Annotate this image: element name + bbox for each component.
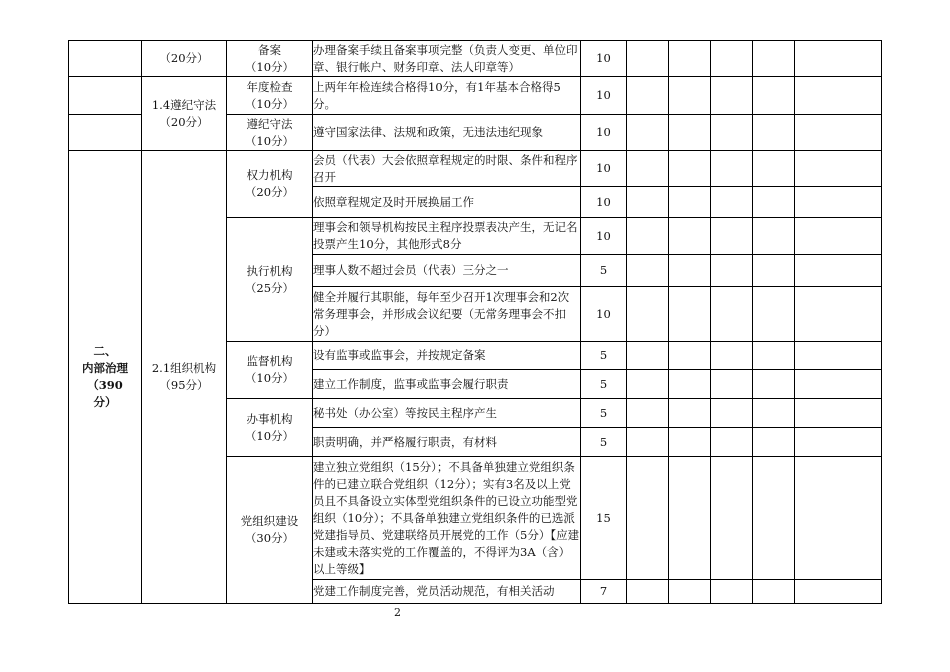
blank-cell [753, 287, 795, 342]
item-cell: 执行机构 （25分） [227, 218, 313, 342]
blank-cell [711, 370, 753, 399]
blank-cell [795, 370, 882, 399]
blank-cell [753, 151, 795, 187]
score-cell: 10 [581, 218, 627, 255]
main-category-cell: 二、 内部治理 （390 分） [69, 151, 142, 604]
blank-cell [627, 342, 669, 370]
item-cell: 党组织建设 （30分） [227, 457, 313, 604]
score-cell: 7 [581, 580, 627, 604]
blank-cell [795, 218, 882, 255]
criteria-cell: 职责明确，并严格履行职责，有材料 [313, 428, 581, 457]
blank-cell [753, 41, 795, 77]
score-cell: 5 [581, 342, 627, 370]
blank-cell [795, 151, 882, 187]
main-category-cell [69, 41, 142, 77]
blank-cell [627, 187, 669, 218]
blank-cell [669, 151, 711, 187]
score-cell: 10 [581, 287, 627, 342]
blank-cell [669, 218, 711, 255]
blank-cell [627, 370, 669, 399]
blank-cell [753, 428, 795, 457]
blank-cell [795, 187, 882, 218]
blank-cell [753, 255, 795, 287]
blank-cell [753, 399, 795, 428]
blank-cell [627, 399, 669, 428]
blank-cell [627, 218, 669, 255]
blank-cell [711, 457, 753, 580]
blank-cell [795, 287, 882, 342]
blank-cell [711, 342, 753, 370]
score-cell: 10 [581, 41, 627, 77]
criteria-cell: 党建工作制度完善，党员活动规范，有相关活动 [313, 580, 581, 604]
criteria-cell: 设有监事或监事会，并按规定备案 [313, 342, 581, 370]
blank-cell [795, 457, 882, 580]
sub-category-cell: 1.4遵纪守法 （20分） [142, 77, 227, 151]
blank-cell [753, 342, 795, 370]
blank-cell [669, 580, 711, 604]
main-category-cell [69, 115, 142, 151]
blank-cell [795, 115, 882, 151]
item-cell: 年度检查 （10分） [227, 77, 313, 115]
blank-cell [627, 77, 669, 115]
criteria-cell: 上两年年检连续合格得10分，有1年基本合格得5分。 [313, 77, 581, 115]
blank-cell [669, 399, 711, 428]
item-cell: 备案 （10分） [227, 41, 313, 77]
blank-cell [627, 580, 669, 604]
criteria-cell: 依照章程规定及时开展换届工作 [313, 187, 581, 218]
score-cell: 5 [581, 399, 627, 428]
criteria-cell: 办理备案手续且备案事项完整（负责人变更、单位印章、银行帐户、财务印章、法人印章等） [313, 41, 581, 77]
blank-cell [627, 255, 669, 287]
blank-cell [711, 399, 753, 428]
main-category-cell [69, 77, 142, 115]
blank-cell [795, 399, 882, 428]
sub-category-cell: 2.1组织机构 （95分） [142, 151, 227, 604]
criteria-cell: 建立独立党组织（15分）；不具备单独建立党组织条件的已建立联合党组织（12分）；实有3名及以上党员且不具备设立实体型党组织条件的已设立功能型党组织（10分）；不具备单独建立党组织条件的已选派党建指导员、党建联络员开展党的工作（5分）【应建未建或未落实党的工作覆盖的，不得评为3A（含）以上等级】 [313, 457, 581, 580]
table-row [69, 41, 882, 77]
blank-cell [795, 428, 882, 457]
blank-cell [711, 151, 753, 187]
blank-cell [669, 457, 711, 580]
blank-cell [795, 342, 882, 370]
criteria-cell: 会员（代表）大会依照章程规定的时限、条件和程序召开 [313, 151, 581, 187]
blank-cell [627, 428, 669, 457]
item-cell: 办事机构 （10分） [227, 399, 313, 457]
blank-cell [753, 77, 795, 115]
blank-cell [669, 287, 711, 342]
blank-cell [627, 287, 669, 342]
criteria-cell: 理事会和领导机构按民主程序投票表决产生，无记名投票产生10分，其他形式8分 [313, 218, 581, 255]
score-cell: 5 [581, 370, 627, 399]
blank-cell [795, 255, 882, 287]
item-cell: 遵纪守法 （10分） [227, 115, 313, 151]
score-cell: 10 [581, 151, 627, 187]
criteria-cell: 理事人数不超过会员（代表）三分之一 [313, 255, 581, 287]
blank-cell [795, 580, 882, 604]
blank-cell [711, 218, 753, 255]
blank-cell [795, 77, 882, 115]
blank-cell [669, 342, 711, 370]
score-cell: 10 [581, 187, 627, 218]
criteria-cell: 健全并履行其职能，每年至少召开1次理事会和2次常务理事会，并形成会议纪要（无常务理事会不扣分） [313, 287, 581, 342]
blank-cell [627, 457, 669, 580]
page-number: 2 [394, 606, 401, 619]
blank-cell [753, 115, 795, 151]
evaluation-table [68, 40, 882, 604]
blank-cell [711, 255, 753, 287]
blank-cell [711, 287, 753, 342]
blank-cell [753, 370, 795, 399]
criteria-cell: 建立工作制度，监事或监事会履行职责 [313, 370, 581, 399]
criteria-cell: 遵守国家法律、法规和政策，无违法违纪现象 [313, 115, 581, 151]
blank-cell [711, 115, 753, 151]
blank-cell [627, 115, 669, 151]
table-row [69, 151, 882, 187]
blank-cell [669, 255, 711, 287]
blank-cell [669, 370, 711, 399]
blank-cell [669, 428, 711, 457]
item-cell: 监督机构 （10分） [227, 342, 313, 399]
blank-cell [753, 457, 795, 580]
score-cell: 10 [581, 77, 627, 115]
score-cell: 5 [581, 428, 627, 457]
blank-cell [711, 187, 753, 218]
blank-cell [669, 77, 711, 115]
blank-cell [627, 41, 669, 77]
blank-cell [753, 218, 795, 255]
item-cell: 权力机构 （20分） [227, 151, 313, 218]
blank-cell [795, 41, 882, 77]
sub-category-cell: （20分） [142, 41, 227, 77]
blank-cell [753, 580, 795, 604]
blank-cell [627, 151, 669, 187]
blank-cell [711, 428, 753, 457]
table-row [69, 77, 882, 115]
score-cell: 5 [581, 255, 627, 287]
blank-cell [711, 41, 753, 77]
blank-cell [711, 77, 753, 115]
blank-cell [669, 187, 711, 218]
score-cell: 15 [581, 457, 627, 580]
blank-cell [753, 187, 795, 218]
blank-cell [711, 580, 753, 604]
criteria-cell: 秘书处（办公室）等按民主程序产生 [313, 399, 581, 428]
blank-cell [669, 41, 711, 77]
blank-cell [669, 115, 711, 151]
score-cell: 10 [581, 115, 627, 151]
